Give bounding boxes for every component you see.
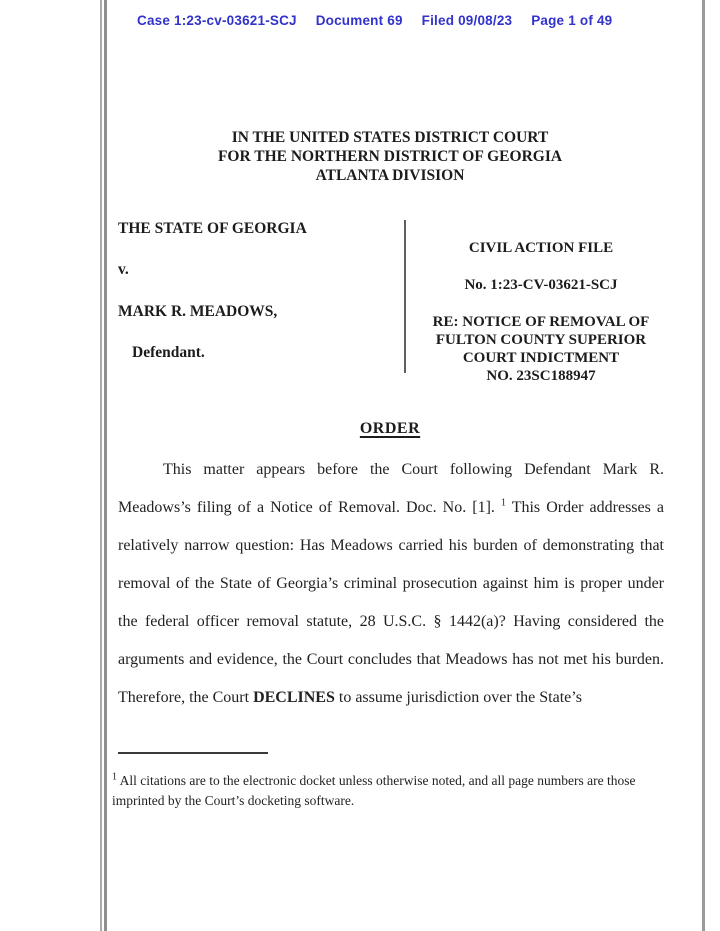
- page-right-edge: [702, 0, 705, 931]
- order-body-declines: DECLINES: [253, 689, 335, 706]
- caption-versus: v.: [118, 261, 129, 278]
- footnote: [112, 771, 672, 811]
- footnote-separator: [118, 752, 268, 754]
- court-header: [110, 128, 670, 185]
- order-heading: ORDER: [359, 420, 421, 437]
- stamp-case-number: Case 1:23-cv-03621-SCJ: [137, 13, 297, 28]
- caption-plaintiff: THE STATE OF GEORGIA: [118, 220, 307, 237]
- civil-action-number: No. 1:23-CV-03621-SCJ: [464, 277, 618, 293]
- order-body-part1: This matter appears before the Court following Defendant Mark R. Meadows’s filing of a Notice of Removal. Doc. No. [1].: [118, 461, 664, 516]
- footnote-marker: 1: [112, 771, 117, 783]
- removal-notice-line4: NO. 23SC188947: [486, 368, 596, 384]
- civil-action-file-label: CIVIL ACTION FILE: [468, 240, 614, 256]
- caption-defendant-label: Defendant.: [132, 344, 205, 361]
- footnote-reference: 1: [500, 497, 506, 509]
- stamp-document-number: Document 69: [315, 13, 403, 28]
- removal-notice-line3: COURT INDICTMENT: [462, 350, 620, 366]
- page-left-edge-inner: [104, 0, 107, 931]
- order-body-paragraph: [118, 451, 664, 717]
- court-name-line1: IN THE UNITED STATES DISTRICT COURT: [231, 129, 549, 146]
- removal-notice-line2: FULTON COUNTY SUPERIOR: [435, 332, 647, 348]
- order-body-part3: to assume jurisdiction over the State’s: [334, 689, 582, 706]
- stamp-filed-date: Filed 09/08/23: [421, 13, 513, 28]
- caption-divider: [404, 220, 406, 373]
- court-name-line2: FOR THE NORTHERN DISTRICT OF GEORGIA: [217, 148, 563, 165]
- order-body-part2: This Order addresses a relatively narrow question: Has Meadows carried his burden of demonstrating that removal of the State of Georgia’s criminal prosecution against him is proper under the federal officer removal statute, 28 U.S.C. § 1442(a)? Having considered the arguments and evidence, the Court concludes that Meadows has not met his burden. Therefore, the Court: [118, 499, 664, 706]
- ecf-header-stamp: [137, 13, 612, 28]
- caption-defendant-name: MARK R. MEADOWS,: [118, 303, 278, 320]
- court-name-line3: ATLANTA DIVISION: [315, 167, 465, 184]
- stamp-page-number: Page 1 of 49: [531, 13, 613, 28]
- removal-notice-block: [420, 313, 662, 385]
- page-left-edge-outer: [100, 0, 102, 931]
- footnote-text: All citations are to the electronic docket unless otherwise noted, and all page numbers are those imprinted by the Court’s docketing software.: [112, 773, 636, 808]
- removal-notice-line1: RE: NOTICE OF REMOVAL OF: [432, 314, 650, 330]
